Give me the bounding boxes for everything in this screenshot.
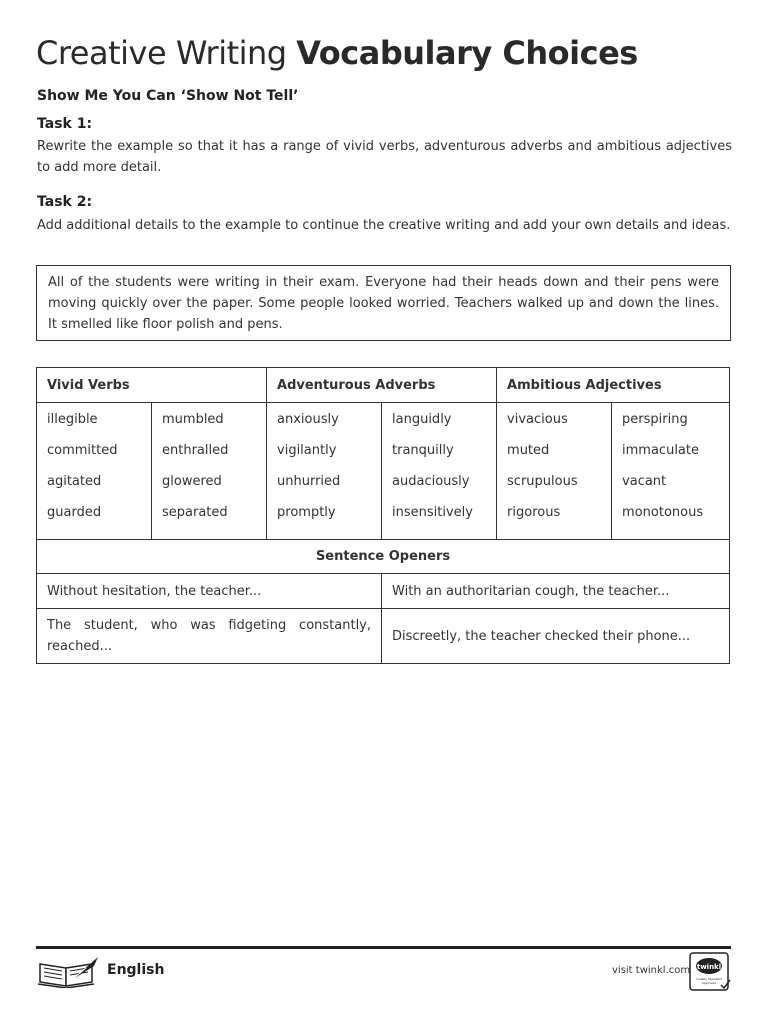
word: agitated [47, 474, 102, 489]
book-quill-icon [36, 954, 100, 988]
page-title [36, 34, 638, 72]
word-column [497, 403, 612, 540]
quality-badge-icon [689, 952, 731, 992]
openers-header-row [37, 540, 730, 574]
word: rigorous [507, 505, 561, 520]
subject-label: English [107, 962, 165, 978]
opener-item: The student, who was fidgeting constantly, reached... [37, 609, 382, 664]
word: languidly [392, 412, 452, 427]
word: muted [507, 443, 550, 458]
sentence-openers-heading: Sentence Openers [37, 540, 730, 574]
word: guarded [47, 505, 102, 520]
example-text-box: All of the students were writing in their exam. Everyone had their heads down and their pens were moving quickly over the paper. Some people looked worried. Teachers walked up and down the lines. It smelled like floor polish and pens. [36, 265, 731, 341]
opener-item: Discreetly, the teacher checked their phone... [382, 609, 730, 664]
footer-divider [36, 946, 731, 949]
svg-text:Quality Standard: Quality Standard [696, 977, 722, 981]
subtitle: Show Me You Can ‘Show Not Tell’ [37, 88, 299, 104]
word: promptly [277, 505, 336, 520]
word-column [37, 403, 152, 540]
word: committed [47, 443, 118, 458]
opener-item: With an authoritarian cough, the teacher... [382, 574, 730, 609]
word-column [267, 403, 382, 540]
openers-row [37, 609, 730, 664]
word: illegible [47, 412, 98, 427]
header-adventurous-adverbs: Adventurous Adverbs [267, 368, 497, 403]
task2-text: Add additional details to the example to continue the creative writing and add your own details and ideas. [37, 218, 731, 233]
word: anxiously [277, 412, 339, 427]
word: mumbled [162, 412, 224, 427]
word: vivacious [507, 412, 568, 427]
word: scrupulous [507, 474, 578, 489]
svg-text:Approved: Approved [701, 981, 717, 985]
word: enthralled [162, 443, 229, 458]
word: immaculate [622, 443, 699, 458]
word: glowered [162, 474, 222, 489]
title-light: Creative Writing [36, 34, 287, 72]
task1-heading: Task 1: [37, 116, 93, 132]
word: separated [162, 505, 228, 520]
word-column [152, 403, 267, 540]
word: perspiring [622, 412, 688, 427]
word: unhurried [277, 474, 341, 489]
website-link[interactable]: visit twinkl.com [612, 965, 691, 976]
title-bold: Vocabulary Choices [296, 34, 638, 72]
task2-heading: Task 2: [37, 194, 93, 210]
openers-row [37, 574, 730, 609]
word: vacant [622, 474, 667, 489]
task1-text: Rewrite the example so that it has a range of vivid verbs, adventurous adverbs and ambitious adjectives to add more detail. [37, 139, 732, 175]
vocabulary-table [36, 367, 730, 664]
badge-logo: twinkl [696, 963, 722, 971]
vocab-header-row [37, 368, 730, 403]
header-vivid-verbs: Vivid Verbs [37, 368, 267, 403]
word: vigilantly [277, 443, 337, 458]
word: monotonous [622, 505, 704, 520]
word-column [612, 403, 730, 540]
header-ambitious-adjectives: Ambitious Adjectives [497, 368, 730, 403]
word-column [382, 403, 497, 540]
word: audaciously [392, 474, 470, 489]
opener-item: Without hesitation, the teacher... [37, 574, 382, 609]
word: tranquilly [392, 443, 454, 458]
vocab-words-row [37, 403, 730, 540]
word: insensitively [392, 505, 473, 520]
